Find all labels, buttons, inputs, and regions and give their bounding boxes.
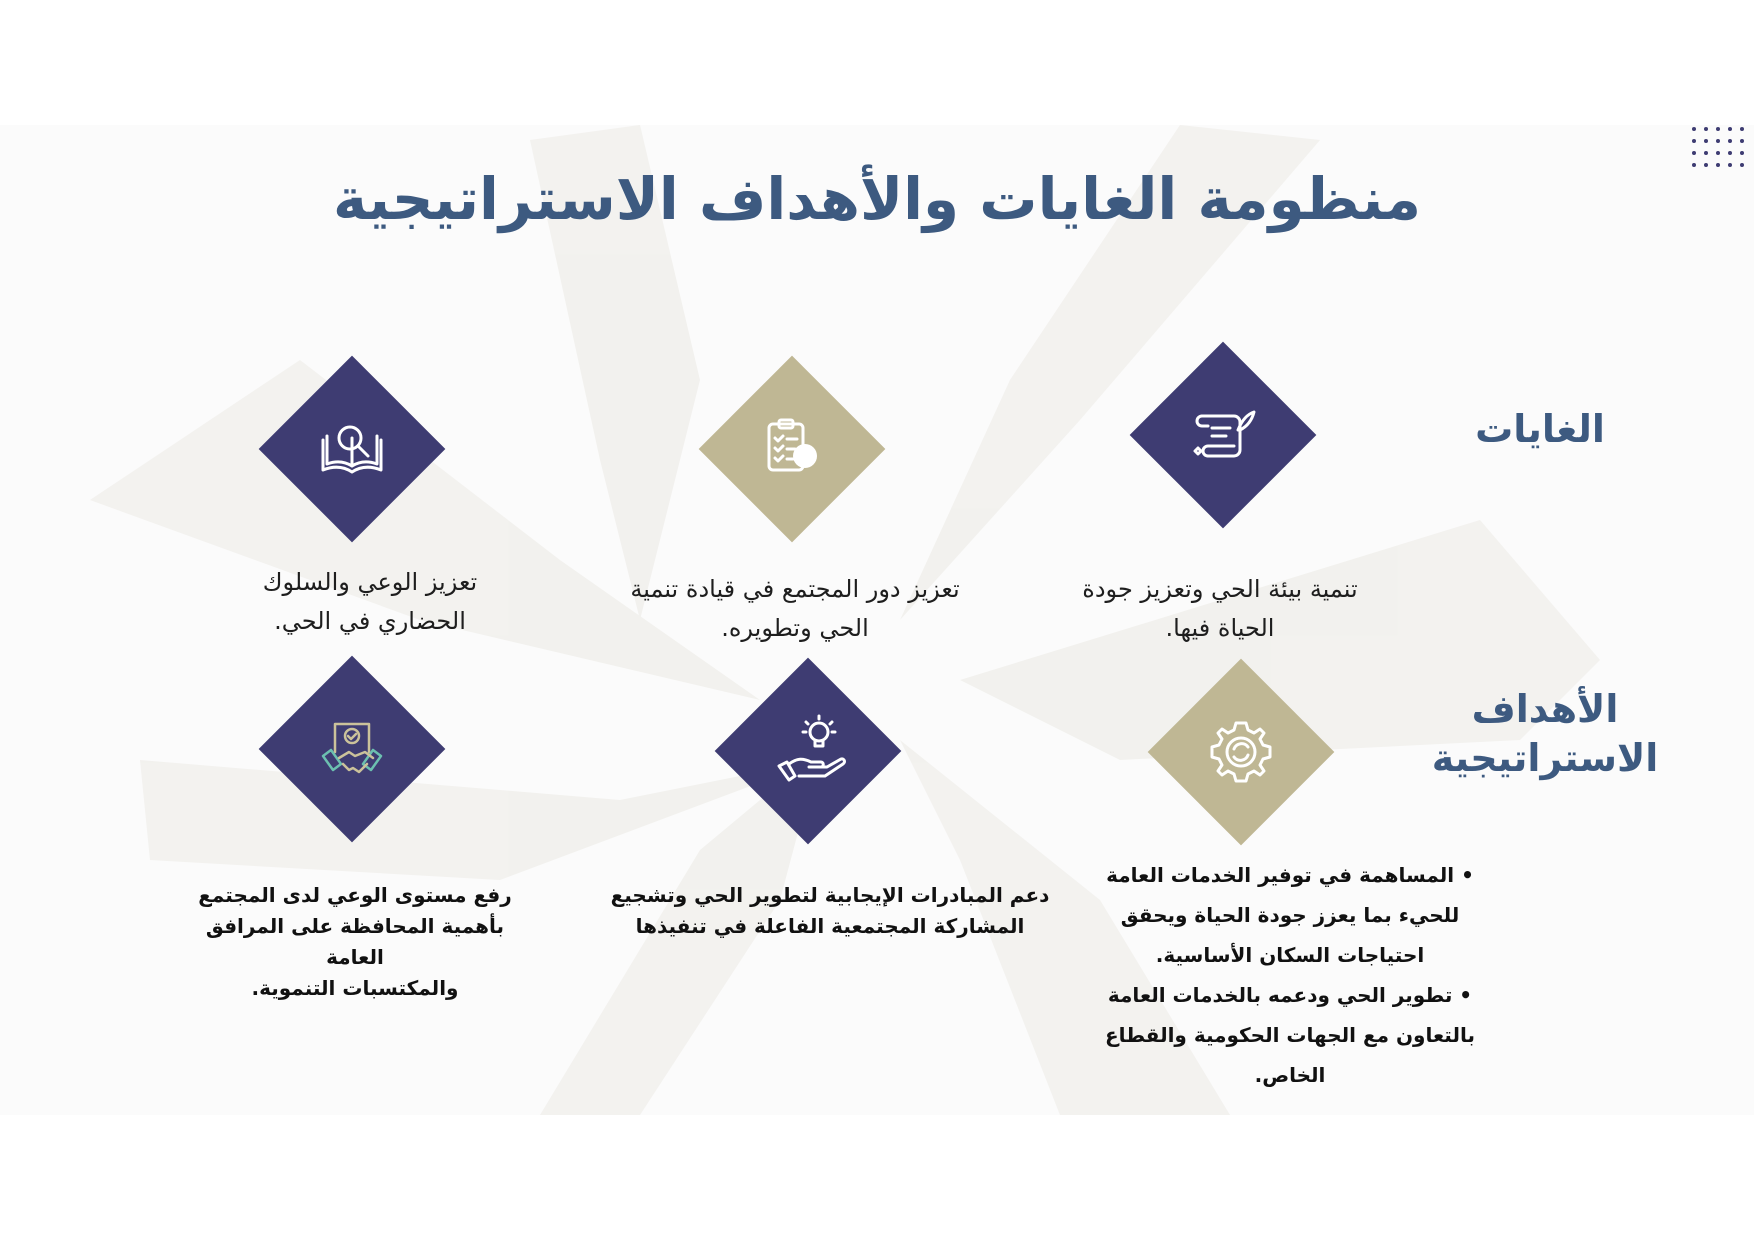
- objective-list-1: [1100, 855, 1480, 1095]
- goal-text-1-line1: تنمية بيئة الحي وتعزيز جودة: [1082, 575, 1358, 603]
- scroll-quill-icon: [1188, 400, 1258, 470]
- book-magnifier-icon: [317, 414, 387, 484]
- goal-text-2: [600, 570, 990, 648]
- objectives-label-line1: الأهداف: [1471, 687, 1619, 731]
- objective-item-2: • تطوير الحي ودعمه بالخدمات العامة بالتعاون مع الجهات الحكومية والقطاع الخاص.: [1100, 975, 1480, 1095]
- goal-text-3-line2: الحضاري في الحي.: [274, 607, 466, 635]
- goal-text-3-line1: تعزيز الوعي والسلوك: [262, 568, 478, 596]
- objective-text-2-line1: دعم المبادرات الإيجابية لتطوير الحي وتشجيع: [610, 883, 1050, 907]
- decorative-dots-icon: [1690, 125, 1750, 175]
- goal-text-2-line2: الحي وتطويره.: [721, 614, 869, 642]
- goal-text-1: [1040, 570, 1400, 648]
- objective-text-2: [610, 880, 1050, 942]
- objective-text-3-line1: رفع مستوى الوعي لدى المجتمع: [198, 883, 512, 907]
- objective-item-1: • المساهمة في توفير الخدمات العامة للحيء بما يعزز جودة الحياة ويحقق احتياجات السكان الأساسية.: [1100, 855, 1480, 975]
- goal-text-3: [220, 563, 520, 641]
- objective-text-3-line2: بأهمية المحافظة على المرافق العامة: [205, 914, 505, 969]
- objective-text-2-line2: المشاركة المجتمعية الفاعلة في تنفيذها: [635, 914, 1025, 938]
- goal-text-2-line1: تعزيز دور المجتمع في قيادة تنمية: [630, 575, 960, 603]
- hand-lightbulb-icon: [773, 710, 853, 790]
- goals-label: الغايات: [1475, 407, 1605, 451]
- goal-text-1-line2: الحياة فيها.: [1165, 614, 1275, 642]
- clipboard-checklist-icon: [757, 414, 827, 484]
- page-title: منظومة الغايات والأهداف الاستراتيجية: [332, 165, 1422, 233]
- objectives-label-line2: الاستراتيجية: [1431, 736, 1659, 781]
- handshake-certificate-icon: [317, 714, 387, 784]
- gear-refresh-icon: [1206, 717, 1276, 787]
- objective-text-3-line3: والمكتسبات التنموية.: [251, 976, 459, 1000]
- objectives-label: [1430, 685, 1660, 784]
- objective-text-3: [190, 880, 520, 1004]
